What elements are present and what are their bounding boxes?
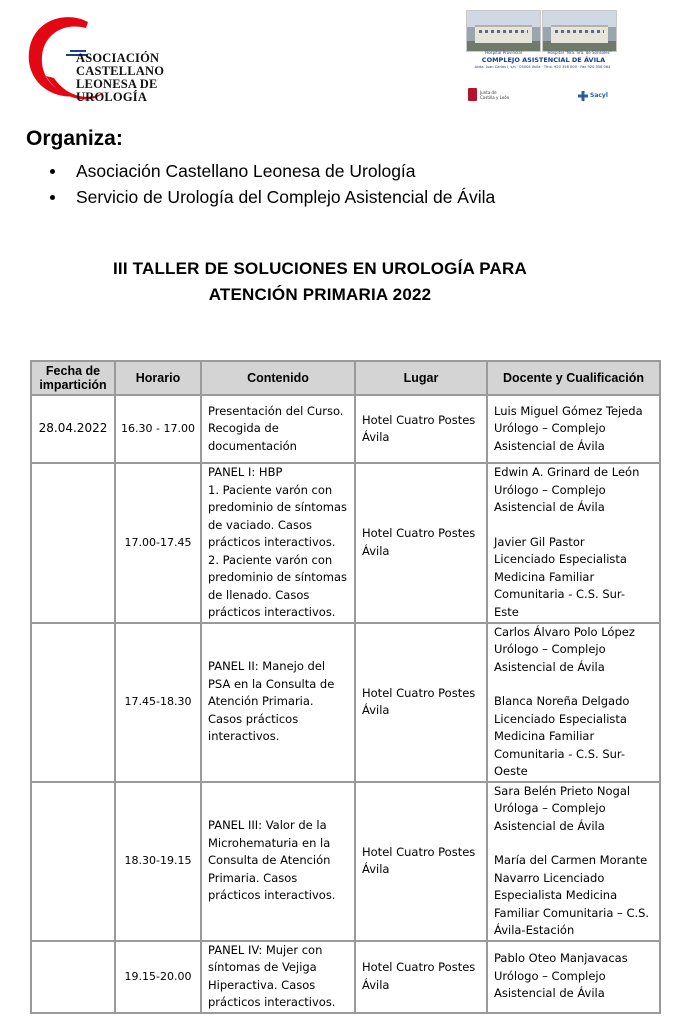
complejo-title: COMPLEJO ASISTENCIAL DE ÁVILA: [481, 56, 606, 64]
bullet-icon: [50, 169, 55, 174]
cell-contenido: [201, 941, 355, 1013]
cell-line: Licenciado Especialista: [494, 711, 627, 726]
cell-line: Urólogo – Complejo: [494, 642, 606, 656]
cell-lugar: [355, 395, 487, 463]
cell-line: Medicina Familiar: [494, 729, 595, 743]
column-header-lugar: Lugar: [355, 361, 487, 395]
cell-lugar: [355, 463, 487, 623]
cell-fecha: [31, 941, 115, 1013]
association-line: LEONESA DE: [76, 77, 158, 91]
cell-line: Hotel Cuatro Postes: [362, 526, 476, 541]
cell-line: Comunitaria - C.S. Sur-: [494, 746, 626, 761]
cell-horario: 19.15-20.00: [115, 941, 201, 1013]
hospital-photo: [542, 10, 617, 52]
cell-fecha: [31, 623, 115, 782]
docente-entry: [494, 783, 656, 836]
cell-line: Urólogo – Complejo: [494, 421, 606, 436]
cell-line: de llenado. Casos: [208, 587, 310, 602]
cell-line: Luis Miguel Gómez Tejeda: [494, 403, 643, 418]
column-header-docente: Docente y Cualificación: [487, 361, 660, 395]
cell-line: prácticos interactivos.: [208, 535, 336, 549]
cell-docente: [487, 782, 660, 941]
organizer-name: Asociación Castellano Leonesa de Urología: [76, 161, 416, 181]
association-name: [76, 52, 164, 104]
cell-horario: 17.00-17.45: [115, 463, 201, 623]
schedule-body: [31, 395, 660, 1013]
bullet-icon: [50, 195, 55, 200]
cell-contenido: [201, 782, 355, 941]
cell-line: Carlos Álvaro Polo López: [494, 624, 635, 639]
hospital-photo-caption: Hospital Provincial: [485, 50, 522, 55]
cell-line: Urólogo – Complejo: [494, 968, 606, 983]
docente-entry: [494, 464, 656, 517]
cell-fecha: [31, 463, 115, 623]
association-line: ASOCIACIÓN: [76, 51, 160, 65]
cell-horario: 17.45-18.30: [115, 623, 201, 782]
docente-entry: [494, 534, 656, 622]
cell-line: Ávila: [362, 977, 390, 992]
association-logo: [26, 14, 176, 109]
cell-line: Presentación del Curso.: [208, 403, 344, 418]
organiza-list: [48, 158, 495, 210]
cell-line: Asistencial de Ávila: [494, 818, 605, 833]
organiza-heading: Organiza:: [26, 127, 123, 150]
cell-line: PANEL III: Valor de la: [208, 818, 327, 833]
cell-line: Ávila: [362, 862, 390, 876]
cell-line: documentación: [208, 438, 297, 453]
column-header-contenido: Contenido: [201, 361, 355, 395]
cell-docente: [487, 395, 660, 463]
header-line: Fecha de: [45, 364, 101, 378]
cell-line: Oeste: [494, 764, 528, 778]
cell-line: Blanca Noreña Delgado: [494, 694, 630, 708]
cell-fecha: [31, 782, 115, 941]
cell-contenido: [201, 463, 355, 623]
table-header-row: [31, 361, 660, 395]
title-line: III TALLER DE SOLUCIONES EN UROLOGÍA PARA: [112, 259, 527, 278]
cell-line: PANEL IV: Mujer con: [208, 942, 323, 957]
cell-contenido: [201, 623, 355, 782]
cell-lugar: [355, 941, 487, 1013]
list-item: [48, 184, 495, 210]
cell-line: Asistencial de Ávila: [494, 438, 605, 453]
schedule-table: [30, 360, 661, 1014]
cell-line: Atención Primaria.: [208, 694, 314, 709]
cell-line: Uróloga – Complejo: [494, 801, 606, 815]
cell-line: Javier Gil Pastor: [494, 534, 585, 549]
cell-line: Asistencial de Ávila: [494, 986, 605, 1001]
organizer-name: Servicio de Urología del Complejo Asistencial de Ávila: [76, 187, 496, 207]
table-row: [31, 623, 660, 782]
cell-line: Este: [494, 604, 519, 619]
cell-line: Microhematuria en la: [208, 835, 331, 850]
cell-line: Hotel Cuatro Postes: [362, 960, 476, 974]
cell-lugar: [355, 623, 487, 782]
cell-line: Recogida de: [208, 421, 279, 436]
cell-docente: [487, 463, 660, 623]
cell-line: Hiperactiva. Casos: [208, 977, 316, 992]
cell-line: síntomas de Vejiga: [208, 960, 317, 974]
complejo-address: Avda. Juan Carlos I, s/n · 05004 Ávila · Tfno. 920 358 000 · Fax 920 358 064: [474, 65, 611, 69]
cell-line: Primaria. Casos: [208, 870, 298, 885]
column-header-fecha: [31, 361, 115, 395]
cell-line: predominio de síntomas: [208, 500, 348, 514]
hospital-photo-caption: Hospital "Nra. Sra. de Sonsoles": [547, 50, 612, 55]
cell-line: Hotel Cuatro Postes: [362, 685, 476, 700]
complejo-logo: [466, 10, 616, 110]
cell-line: Asistencial de Ávila: [494, 500, 605, 515]
cell-line: Navarro Licenciado: [494, 870, 605, 885]
cell-line: prácticos interactivos.: [208, 995, 336, 1009]
cell-docente: [487, 623, 660, 782]
title-line: ATENCIÓN PRIMARIA 2022: [208, 285, 432, 304]
cell-line: 1. Paciente varón con: [208, 482, 333, 497]
cell-line: Ávila: [362, 430, 390, 444]
association-line: CASTELLANO: [76, 64, 165, 78]
cell-horario: 18.30-19.15: [115, 782, 201, 941]
docente-entry: [494, 852, 656, 940]
cell-line: Consulta de Atención: [208, 853, 331, 868]
docente-entry: [494, 693, 656, 781]
cell-line: interactivos.: [208, 729, 280, 744]
cell-line: 2. Paciente varón con: [208, 552, 333, 567]
cell-line: Hotel Cuatro Postes: [362, 844, 476, 859]
junta-logo: [468, 88, 518, 104]
docente-entry: [494, 624, 656, 677]
table-row: [31, 782, 660, 941]
cell-line: PANEL I: HBP: [208, 465, 283, 479]
cell-line: Especialista Medicina: [494, 888, 618, 902]
column-header-horario: Horario: [115, 361, 201, 395]
cell-line: predominio de síntomas: [208, 570, 348, 584]
header-line: impartición: [39, 378, 107, 392]
cell-line: Pablo Oteo Manjavacas: [494, 951, 628, 966]
table-row: [31, 941, 660, 1013]
page-title: [30, 256, 610, 308]
junta-line: Castilla y León: [480, 95, 510, 100]
cell-line: PANEL II: Manejo del: [208, 659, 326, 674]
sacyl-logo: [578, 90, 618, 104]
cell-line: Ávila-Estación: [494, 923, 575, 937]
cell-line: María del Carmen Morante: [494, 853, 648, 867]
cell-line: Casos prácticos: [208, 711, 299, 726]
cell-line: de vaciado. Casos: [208, 517, 312, 532]
sacyl-cross-icon: [578, 91, 588, 101]
table-row: [31, 395, 660, 463]
cell-line: Familiar Comunitaria – C.S.: [494, 905, 650, 920]
cell-line: Urólogo – Complejo: [494, 482, 606, 497]
cell-line: PSA en la Consulta de: [208, 676, 335, 691]
docente-entry: [494, 403, 656, 456]
cell-horario: 16.30 - 17.00: [115, 395, 201, 463]
junta-shield-icon: [468, 88, 477, 101]
cell-line: Ávila: [362, 703, 390, 717]
cell-line: Edwin A. Grinard de León: [494, 465, 640, 480]
cell-line: prácticos interactivos.: [208, 888, 336, 903]
association-line: UROLOGÍA: [76, 90, 148, 104]
cell-line: Medicina Familiar: [494, 569, 595, 584]
list-item: [48, 158, 495, 184]
cell-fecha: 28.04.2022: [31, 395, 115, 463]
hospital-photo: [466, 10, 541, 52]
cell-line: Asistencial de Ávila: [494, 659, 605, 674]
cell-lugar: [355, 782, 487, 941]
sacyl-label: Sacyl: [590, 92, 608, 99]
docente-entry: [494, 950, 656, 1003]
cell-line: Ávila: [362, 543, 390, 558]
cell-contenido: [201, 395, 355, 463]
cell-line: Sara Belén Prieto Nogal: [494, 783, 631, 798]
cell-line: prácticos interactivos.: [208, 605, 336, 619]
cell-docente: [487, 941, 660, 1013]
junta-line: Junta de: [480, 90, 497, 95]
table-row: [31, 463, 660, 623]
cell-line: Hotel Cuatro Postes: [362, 412, 476, 427]
cell-line: Comunitaria - C.S. Sur-: [494, 587, 626, 602]
cell-line: Licenciado Especialista: [494, 552, 627, 567]
